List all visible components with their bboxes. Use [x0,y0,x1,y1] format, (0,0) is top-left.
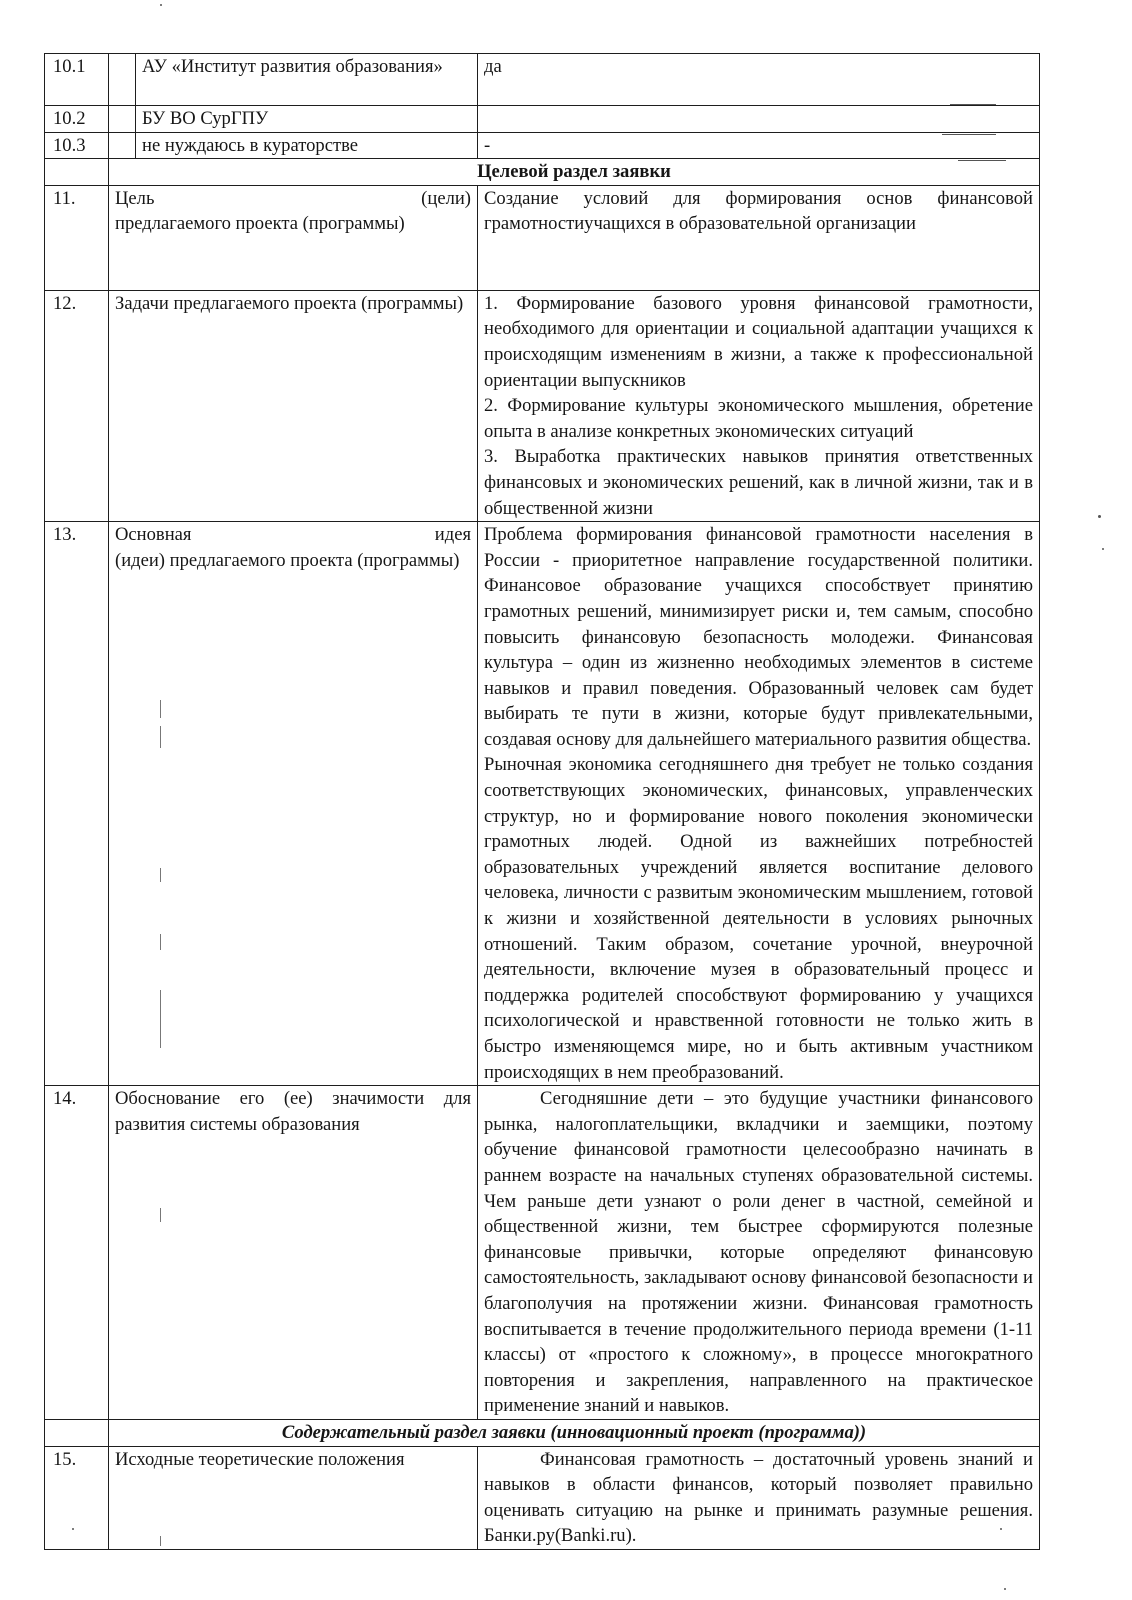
form-table [44,53,1040,1550]
section-title-content: Содержательный раздел заявки (инновационный проект (программа)) [109,1419,1040,1446]
scan-speck [160,4,162,6]
row-number: 13. [45,522,109,1086]
row-number: 10.1 [45,54,109,106]
row-label-rest: (идеи) предлагаемого проекта (программы) [115,549,460,571]
row-label-word: Цель [115,187,155,209]
scan-speck [1098,515,1101,518]
row-label-word: (цели) [421,187,471,209]
row-number: 12. [45,290,109,521]
section-header-row [45,1419,1040,1446]
organization-value: да [478,54,1040,106]
scan-mark [160,934,161,950]
scan-mark [942,134,996,135]
scan-mark [160,868,161,882]
empty-cell [45,1419,109,1446]
row-label-word: идея [434,524,471,546]
empty-cell [109,106,136,133]
row-label-word: Основная [115,524,192,546]
table-row-14 [45,1086,1040,1420]
row-label-rest: предлагаемого проекта (программы) [115,213,405,235]
task-item: 3. Выработка практических навыков принятия ответственных финансовых и экономических решений, как в личной жизни, так и в общественной жизни [484,446,1033,519]
task-item: 1. Формирование базового уровня финансовой грамотности, необходимого для ориентации и социальной адаптации учащихся к происходящим изменениям в жизни, а также к профессиональной ориентации выпускников [484,292,1033,391]
scan-speck [72,1528,74,1530]
empty-cell [45,159,109,186]
organization-name: БУ ВО СурГПУ [136,106,478,133]
paragraph: Проблема формирования финансовой грамотности населения в России - приоритетное направление государственной политики. Финансовое образование учащихся способствует принятию грамотных решений, минимизирует риски и, тем самым, способно повысить финансовую безопасность молодежи. Финансовая культура – один из жизненно необходимых элементов в системе навыков и правил поведения. Образованный человек сам будет выбирать те пути в жизни, которые будут привлекательными, создавая основу для дальнейшего материального развития общества. [484,524,1033,750]
row-label [109,185,478,290]
scan-mark [160,1208,161,1222]
row-content [478,1086,1040,1420]
organization-value: - [478,132,1040,159]
row-number: 14. [45,1086,109,1420]
paragraph: Рыночная экономика сегодняшнего дня требует не только создания соответствующих экономических, финансовых, управленческих структур, но и формирование нового поколения экономически грамотных людей. Одной из важнейших потребностей образовательных учреждений является воспитание делового человека, личности с развитым экономическим мышлением, готовой к жизни и хозяйственной деятельности в условиях рыночных отношений. Таким образом, сочетание урочной, внеурочной деятельности, включение музея в образовательный процесс и поддержка родителей способствуют формированию у учащихся психологической и нравственной готовности не только жить в быстро изменяющемся мире, но и быть активным участником происходящих в нем преобразований. [484,754,1033,1083]
table-row-10-3 [45,132,1040,159]
row-content [478,1446,1040,1549]
paragraph: Финансовая грамотность – достаточный уровень знаний и навыков в области финансов, который позволяет правильно оценивать ситуацию на рынке и принимать разумные решения. Банки.ру(Banki.ru). [484,1448,1033,1547]
scan-mark [160,990,161,1048]
empty-cell [109,132,136,159]
table-row-13 [45,522,1040,1086]
scan-speck [1102,548,1104,550]
table-row-10-1 [45,54,1040,106]
table-row-12 [45,290,1040,521]
row-number: 10.2 [45,106,109,133]
application-form [44,53,1039,1550]
row-content: Создание условий для формирования основ финансовой грамотностиучащихся в образовательной организации [478,185,1040,290]
task-item: 2. Формирование культуры экономического мышления, обретение опыта в анализе конкретных экономических ситуаций [484,395,1033,442]
row-label: Задачи предлагаемого проекта (программы) [109,290,478,521]
table-row-11 [45,185,1040,290]
scan-speck [1000,1528,1002,1530]
scan-mark [160,1536,161,1546]
scan-mark [950,104,996,105]
scan-mark [160,726,161,748]
empty-cell [109,54,136,106]
scan-mark [958,160,1006,161]
paragraph: Сегодняшние дети – это будущие участники финансового рынка, налогоплательщики, вкладчики и заемщики, поэтому обучение финансовой грамотности целесообразно начинать в раннем возрасте на начальных ступенях образовательной системы. Чем раньше дети узнают о роли денег в частной, семейной и общественной жизни, тем быстрее сформируются полезные финансовые привычки, которые определяют финансовую самостоятельность, закладывают основу финансовой безопасности и благополучия на протяжении жизни. Финансовая грамотность воспитывается в течение продолжительного периода времени (1-11 классы) от «простого к сложному», в процессе многократного повторения и закрепления, направленного на практическое применение знаний и навыков. [484,1088,1033,1417]
section-title-target: Целевой раздел заявки [109,159,1040,186]
row-number: 11. [45,185,109,290]
row-label: Исходные теоретические положения [109,1446,478,1549]
organization-name: не нуждаюсь в кураторстве [136,132,478,159]
row-content [478,290,1040,521]
row-content [478,522,1040,1086]
table-row-15 [45,1446,1040,1549]
row-number: 15. [45,1446,109,1549]
table-row-10-2 [45,106,1040,133]
row-label: Обоснование его (ее) значимости для развития системы образования [109,1086,478,1420]
section-header-row [45,159,1040,186]
organization-value [478,106,1040,133]
row-number: 10.3 [45,132,109,159]
row-label [109,522,478,1086]
organization-name: АУ «Институт развития образования» [136,54,478,106]
scan-mark [160,700,161,718]
scan-speck [1004,1588,1006,1590]
